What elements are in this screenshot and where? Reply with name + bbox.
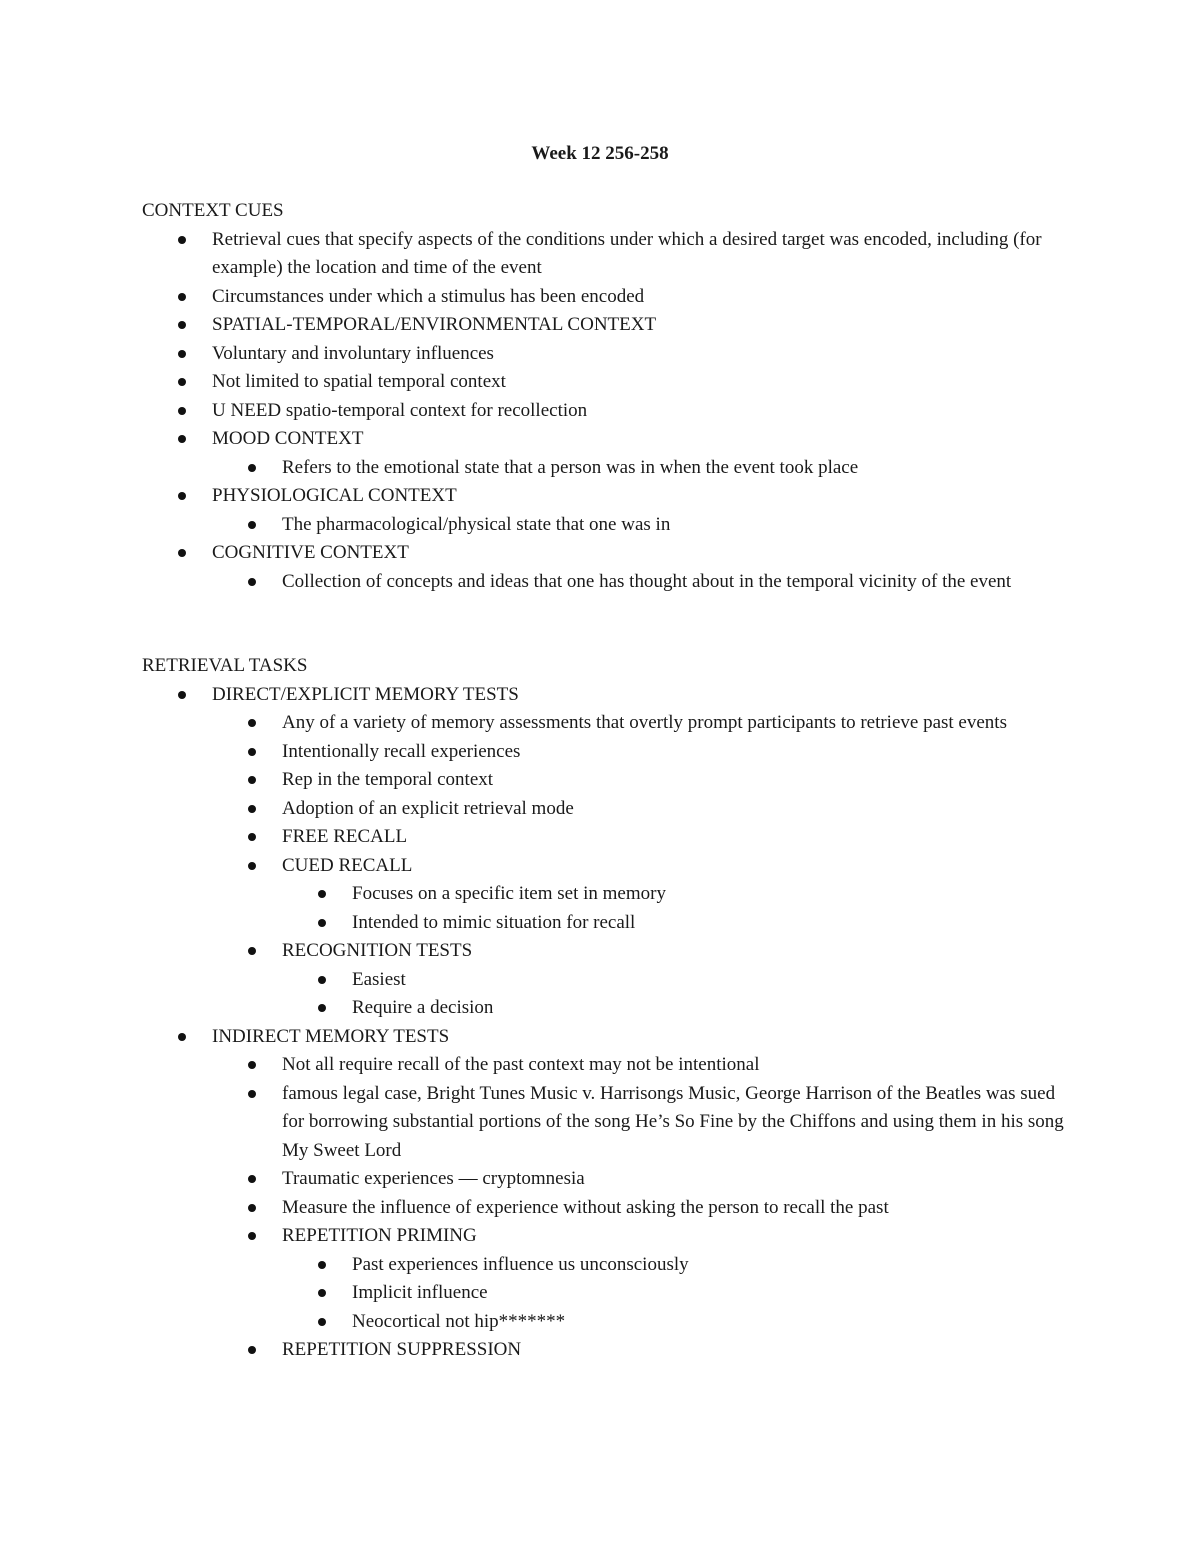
bullet-icon	[178, 293, 186, 301]
list-item-text: Past experiences influence us unconsciously	[352, 1253, 689, 1275]
list-item	[212, 1336, 1072, 1365]
list-item-text: REPETITION SUPPRESSION	[282, 1339, 522, 1360]
list-item-text: Implicit influence	[352, 1282, 488, 1303]
list-item	[142, 681, 1072, 1023]
list-item-text: Rep in the temporal context	[282, 769, 494, 790]
list-item	[212, 1222, 1072, 1336]
list-item-text: Retrieval cues that specify aspects of the conditions under which a desired target was encoded, including (for example) the location and time of the event	[212, 228, 1042, 278]
bullet-icon	[318, 1289, 326, 1297]
bullet-icon	[248, 862, 256, 870]
document-title: Week 12 256-258	[531, 143, 669, 164]
list-item-text: famous legal case, Bright Tunes Music v. Harrisongs Music, George Harrison of the Beatles was sued for borrowing substantial portions of the song He’s So Fine by the Chiffons and using them in his song My Sweet Lord	[282, 1082, 1064, 1161]
section-retrieval-tasks	[142, 652, 1072, 1365]
list-item	[142, 482, 1072, 539]
list-item-text: Refers to the emotional state that a person was in when the event took place	[282, 456, 859, 478]
nested-bullet-list	[282, 966, 1072, 1023]
bullet-icon	[178, 236, 186, 244]
list-item-text: U NEED spatio-temporal context for recollection	[212, 399, 588, 421]
bullet-icon	[248, 1346, 256, 1354]
list-item-text: MOOD CONTEXT	[212, 428, 364, 449]
bullet-icon	[178, 321, 186, 329]
list-item-text: INDIRECT MEMORY TESTS	[212, 1025, 450, 1047]
list-item	[282, 966, 1072, 995]
list-item-text: Collection of concepts and ideas that one has thought about in the temporal vicinity of the event	[282, 570, 1012, 592]
list-item-text: Adoption of an explicit retrieval mode	[282, 797, 574, 819]
list-item-text: Neocortical not hip*******	[352, 1310, 566, 1332]
list-item	[142, 425, 1072, 482]
list-item-text: FREE RECALL	[282, 826, 408, 847]
bullet-icon	[248, 748, 256, 756]
list-item	[212, 511, 1072, 540]
bullet-icon	[318, 1261, 326, 1269]
list-item-text: Not limited to spatial temporal context	[212, 371, 506, 392]
list-item-text: Traumatic experiences — cryptomnesia	[282, 1168, 585, 1189]
list-item-text: Not all require recall of the past context may not be intentional	[282, 1054, 760, 1075]
list-item	[142, 539, 1072, 596]
list-item	[212, 454, 1072, 483]
list-item	[212, 1051, 1072, 1080]
bullet-icon	[318, 1318, 326, 1326]
list-item-text: Circumstances under which a stimulus has been encoded	[212, 285, 645, 307]
nested-bullet-list	[212, 1051, 1072, 1365]
nested-bullet-list	[212, 709, 1072, 1023]
bullet-icon	[248, 464, 256, 472]
list-item-text: COGNITIVE CONTEXT	[212, 542, 409, 563]
bullet-list	[142, 681, 1072, 1365]
section-heading: CONTEXT CUES	[142, 200, 284, 221]
list-item	[142, 283, 1072, 312]
bullet-icon	[248, 1232, 256, 1240]
bullet-icon	[178, 378, 186, 386]
list-item	[142, 397, 1072, 426]
bullet-icon	[178, 435, 186, 443]
list-item-text: Intended to mimic situation for recall	[352, 911, 636, 933]
bullet-icon	[178, 691, 186, 699]
list-item	[142, 226, 1072, 283]
list-item-text: REPETITION PRIMING	[282, 1225, 477, 1246]
list-item	[212, 1194, 1072, 1223]
list-item	[212, 738, 1072, 767]
bullet-list	[142, 226, 1072, 597]
bullet-icon	[248, 1175, 256, 1183]
nested-bullet-list	[282, 1251, 1072, 1337]
list-item	[212, 795, 1072, 824]
bullet-icon	[248, 947, 256, 955]
list-item-text: PHYSIOLOGICAL CONTEXT	[212, 485, 457, 506]
list-item	[212, 766, 1072, 795]
bullet-icon	[248, 521, 256, 529]
bullet-icon	[248, 1090, 256, 1098]
list-item	[282, 880, 1072, 909]
nested-bullet-list	[282, 880, 1072, 937]
list-item	[282, 1279, 1072, 1308]
list-item	[212, 1165, 1072, 1194]
bullet-icon	[248, 1061, 256, 1069]
list-item-text: The pharmacological/physical state that one was in	[282, 513, 671, 535]
list-item-text: Easiest	[352, 968, 406, 990]
bullet-icon	[248, 776, 256, 784]
list-item	[212, 852, 1072, 938]
bullet-icon	[178, 1033, 186, 1041]
list-item	[282, 1308, 1072, 1337]
list-item	[142, 340, 1072, 369]
nested-bullet-list	[212, 568, 1072, 597]
list-item-text: Measure the influence of experience without asking the person to recall the past	[282, 1196, 889, 1218]
nested-bullet-list	[212, 511, 1072, 540]
list-item-text: DIRECT/EXPLICIT MEMORY TESTS	[212, 683, 519, 705]
list-item	[212, 823, 1072, 852]
list-item	[142, 311, 1072, 340]
list-item-text: Voluntary and involuntary influences	[212, 342, 494, 364]
bullet-icon	[318, 1004, 326, 1012]
section-heading: RETRIEVAL TASKS	[142, 655, 308, 676]
list-item-text: CUED RECALL	[282, 854, 413, 876]
list-item-text: Any of a variety of memory assessments that overtly prompt participants to retrieve past events	[282, 712, 1007, 733]
list-item	[142, 1023, 1072, 1365]
bullet-icon	[248, 719, 256, 727]
bullet-icon	[178, 407, 186, 415]
list-item-text: Focuses on a specific item set in memory	[352, 883, 666, 904]
bullet-icon	[248, 805, 256, 813]
bullet-icon	[178, 549, 186, 557]
list-item-text: SPATIAL-TEMPORAL/ENVIRONMENTAL CONTEXT	[212, 314, 657, 335]
list-item-text: Intentionally recall experiences	[282, 740, 521, 762]
list-item	[212, 1080, 1072, 1166]
section-context-cues	[142, 197, 1072, 596]
list-item	[212, 937, 1072, 1023]
bullet-icon	[178, 350, 186, 358]
bullet-icon	[318, 890, 326, 898]
list-item	[212, 709, 1072, 738]
bullet-icon	[248, 1204, 256, 1212]
list-item	[142, 368, 1072, 397]
bullet-icon	[178, 492, 186, 500]
bullet-icon	[248, 578, 256, 586]
nested-bullet-list	[212, 454, 1072, 483]
list-item-text: RECOGNITION TESTS	[282, 940, 473, 961]
list-item	[282, 1251, 1072, 1280]
list-item	[282, 909, 1072, 938]
list-item	[282, 994, 1072, 1023]
list-item	[212, 568, 1072, 597]
bullet-icon	[248, 833, 256, 841]
bullet-icon	[318, 976, 326, 984]
bullet-icon	[318, 919, 326, 927]
list-item-text: Require a decision	[352, 997, 494, 1018]
